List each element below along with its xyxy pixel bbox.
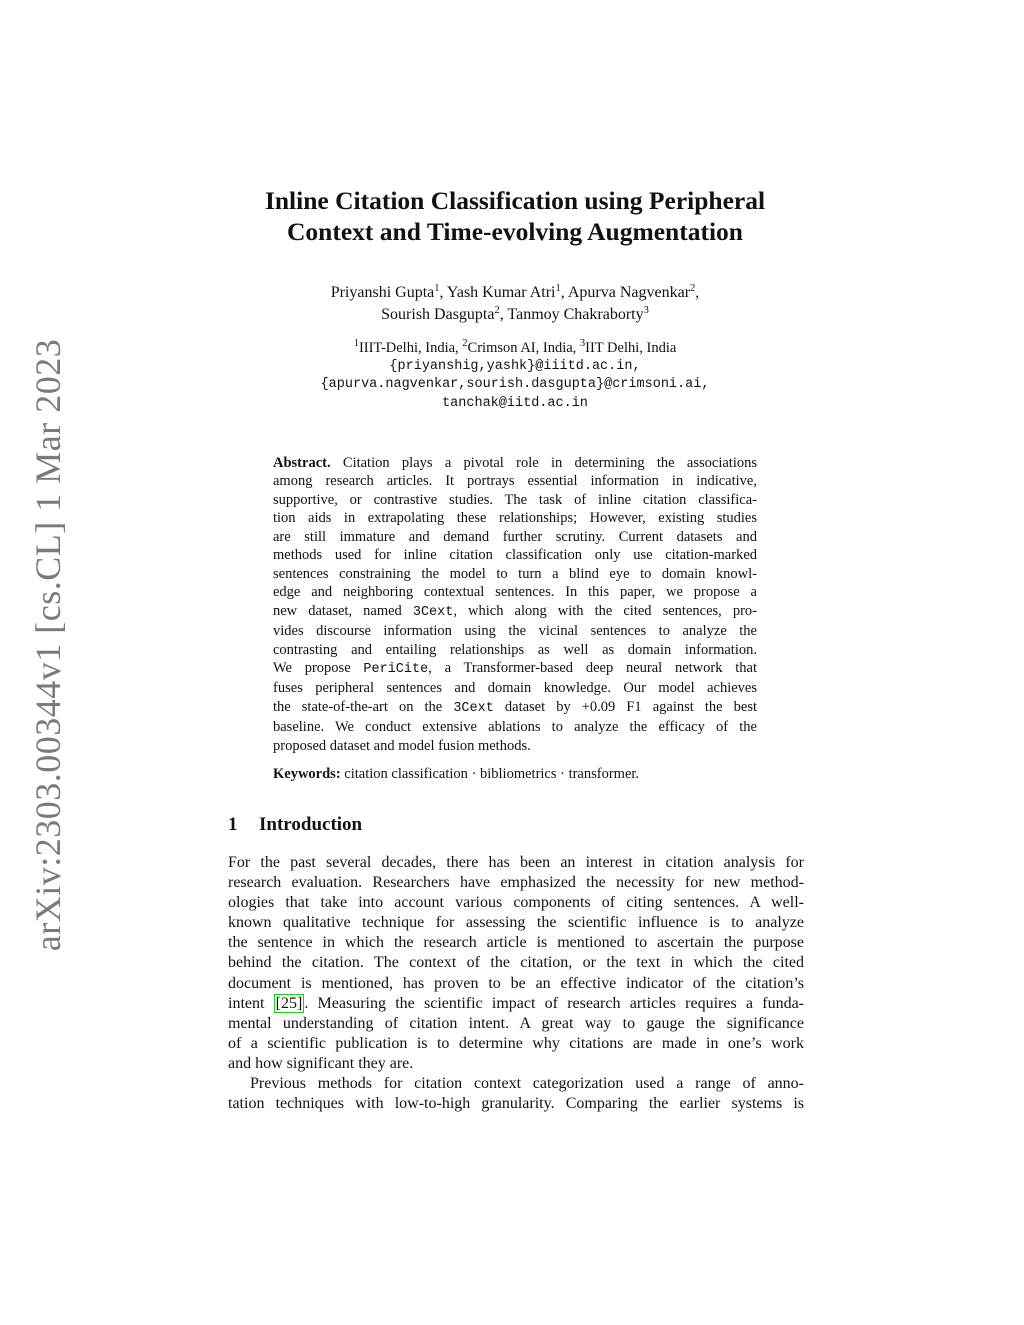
- body-line: tation techniques with low-to-high granularity. Comparing the earlier systems is: [228, 1095, 804, 1113]
- abstract-text: We propose: [273, 659, 364, 676]
- abstract-line: [273, 602, 757, 622]
- body-line: research evaluation. Researchers have emphasized the necessity for new method-: [228, 874, 804, 892]
- model-name: PeriCite: [363, 661, 429, 677]
- email-line: {apurva.nagvenkar,sourish.dasgupta}@crimsoni.ai,: [320, 377, 710, 392]
- author-name: , Yash Kumar Atri: [439, 284, 556, 301]
- author-name: Priyanshi Gupta: [330, 284, 435, 301]
- dataset-name: 3Cext: [412, 604, 454, 620]
- body-line: known qualitative technique for assessing the scientific influence is to analyze: [228, 914, 804, 932]
- email-line: tanchak@iitd.ac.in: [442, 395, 588, 411]
- author-name: , Apurva Nagvenkar: [560, 284, 691, 301]
- paper-title: [200, 185, 830, 247]
- author-line: [200, 282, 830, 304]
- affiliation-name: IIT Delhi, India: [585, 340, 677, 356]
- abstract-text: dataset by +0.09 F1 against the best: [493, 698, 757, 715]
- arxiv-identifier: arXiv:2303.00344v1 [cs.CL] 1 Mar 2023: [28, 338, 69, 952]
- body-line: of a scientific publication is to determine why citations are made in one’s work: [228, 1034, 804, 1052]
- abstract-line: [273, 659, 757, 679]
- body-text: intent: [228, 994, 274, 1012]
- section-title: Introduction: [259, 814, 363, 835]
- body-line: For the past several decades, there has been an interest in citation analysis for: [228, 854, 804, 871]
- body-line: Previous methods for citation context categorization used a range of anno-: [250, 1075, 804, 1093]
- affiliation-marker: 1: [555, 283, 561, 294]
- body-line: [228, 994, 804, 1014]
- abstract-line: [273, 698, 757, 718]
- keywords: [273, 765, 757, 784]
- keywords-text: citation classification · bibliometrics · transformer.: [340, 766, 640, 782]
- body-line: behind the citation. The context of the citation, or the text in which the cited: [228, 954, 804, 972]
- body-line: mental understanding of citation intent. A great way to gauge the significance: [228, 1014, 804, 1032]
- affiliation-marker: 3: [579, 338, 586, 349]
- affiliations: [200, 339, 830, 413]
- abstract-line: sentences constraining the model to turn a blind eye to domain knowl-: [273, 565, 757, 582]
- affiliation-marker: 2: [462, 338, 468, 349]
- affiliation-marker: 2: [690, 283, 696, 294]
- abstract-line: fuses peripheral sentences and domain knowledge. Our model achieves: [273, 680, 757, 697]
- title-line: Inline Citation Classification using Peripheral: [264, 186, 766, 215]
- abstract-text: new dataset, named: [273, 602, 413, 619]
- abstract-line: are still immature and demand further scrutiny. Current datasets and: [273, 528, 757, 545]
- abstract-line: tion aids in extrapolating these relationships; However, existing studies: [273, 510, 757, 527]
- keywords-label: Keywords:: [273, 766, 341, 782]
- abstract-line: [273, 454, 757, 472]
- introduction-body: [228, 853, 804, 1114]
- author-separator: ,: [695, 284, 700, 301]
- abstract-text: , which along with the cited sentences, pro-: [453, 602, 757, 619]
- body-text: . Measuring the scientific impact of research articles requires a funda-: [304, 994, 804, 1012]
- abstract-line: baseline. We conduct extensive ablations to analyze the efficacy of the: [273, 719, 757, 736]
- affiliation-marker: 2: [494, 305, 500, 316]
- dataset-name: 3Cext: [453, 700, 494, 716]
- citation-link[interactable]: [25]: [275, 994, 303, 1012]
- abstract-text: the state-of-the-art on the: [273, 698, 454, 715]
- affiliation-marker: 1: [353, 338, 359, 349]
- section-number: 1: [228, 814, 238, 835]
- affiliation-name: Crimson AI, India,: [467, 340, 580, 356]
- abstract-text: Citation plays a pivotal role in determining the associations: [330, 455, 757, 471]
- email-line: {priyanshig,yashk}@iiitd.ac.in,: [389, 358, 641, 374]
- body-line: ologies that take into account various components of citing sentences. A well-: [228, 894, 804, 912]
- section-heading: [228, 813, 362, 837]
- author-name: Sourish Dasgupta: [381, 306, 495, 323]
- arxiv-identifier-stamp: [20, 338, 76, 952]
- body-line: document is mentioned, has proven to be an effective indicator of the citation’s: [228, 974, 804, 992]
- abstract-line: edge and neighboring contextual sentences. In this paper, we propose a: [273, 584, 757, 601]
- affiliation-marker: 3: [643, 305, 649, 316]
- abstract-line: among research articles. It portrays essential information in indicative,: [273, 473, 757, 490]
- abstract-line: methods used for inline citation classification only use citation-marked: [273, 547, 757, 564]
- affiliation-line: [200, 339, 830, 358]
- affiliation-name: IIIT-Delhi, India,: [358, 340, 463, 356]
- abstract-text: , a Transformer-based deep neural network that: [428, 659, 757, 676]
- abstract-label: Abstract.: [273, 455, 331, 471]
- body-line: the sentence in which the research article is mentioned to ascertain the purpose: [228, 934, 804, 952]
- title-line: Context and Time-evolving Augmentation: [287, 217, 743, 246]
- abstract-line: contrasting and entailing relationships as well as domain information.: [273, 641, 757, 658]
- abstract-line: vides discourse information using the vicinal sentences to analyze the: [273, 623, 757, 640]
- body-line: and how significant they are.: [228, 1054, 414, 1072]
- author-line: [200, 304, 830, 326]
- author-list: [200, 282, 830, 326]
- affiliation-marker: 1: [434, 283, 440, 294]
- author-name: , Tanmoy Chakraborty: [499, 306, 644, 323]
- abstract-line: supportive, or contrastive studies. The task of inline citation classifica-: [273, 491, 757, 508]
- abstract: [273, 454, 757, 755]
- abstract-line: proposed dataset and model fusion methods.: [273, 737, 531, 754]
